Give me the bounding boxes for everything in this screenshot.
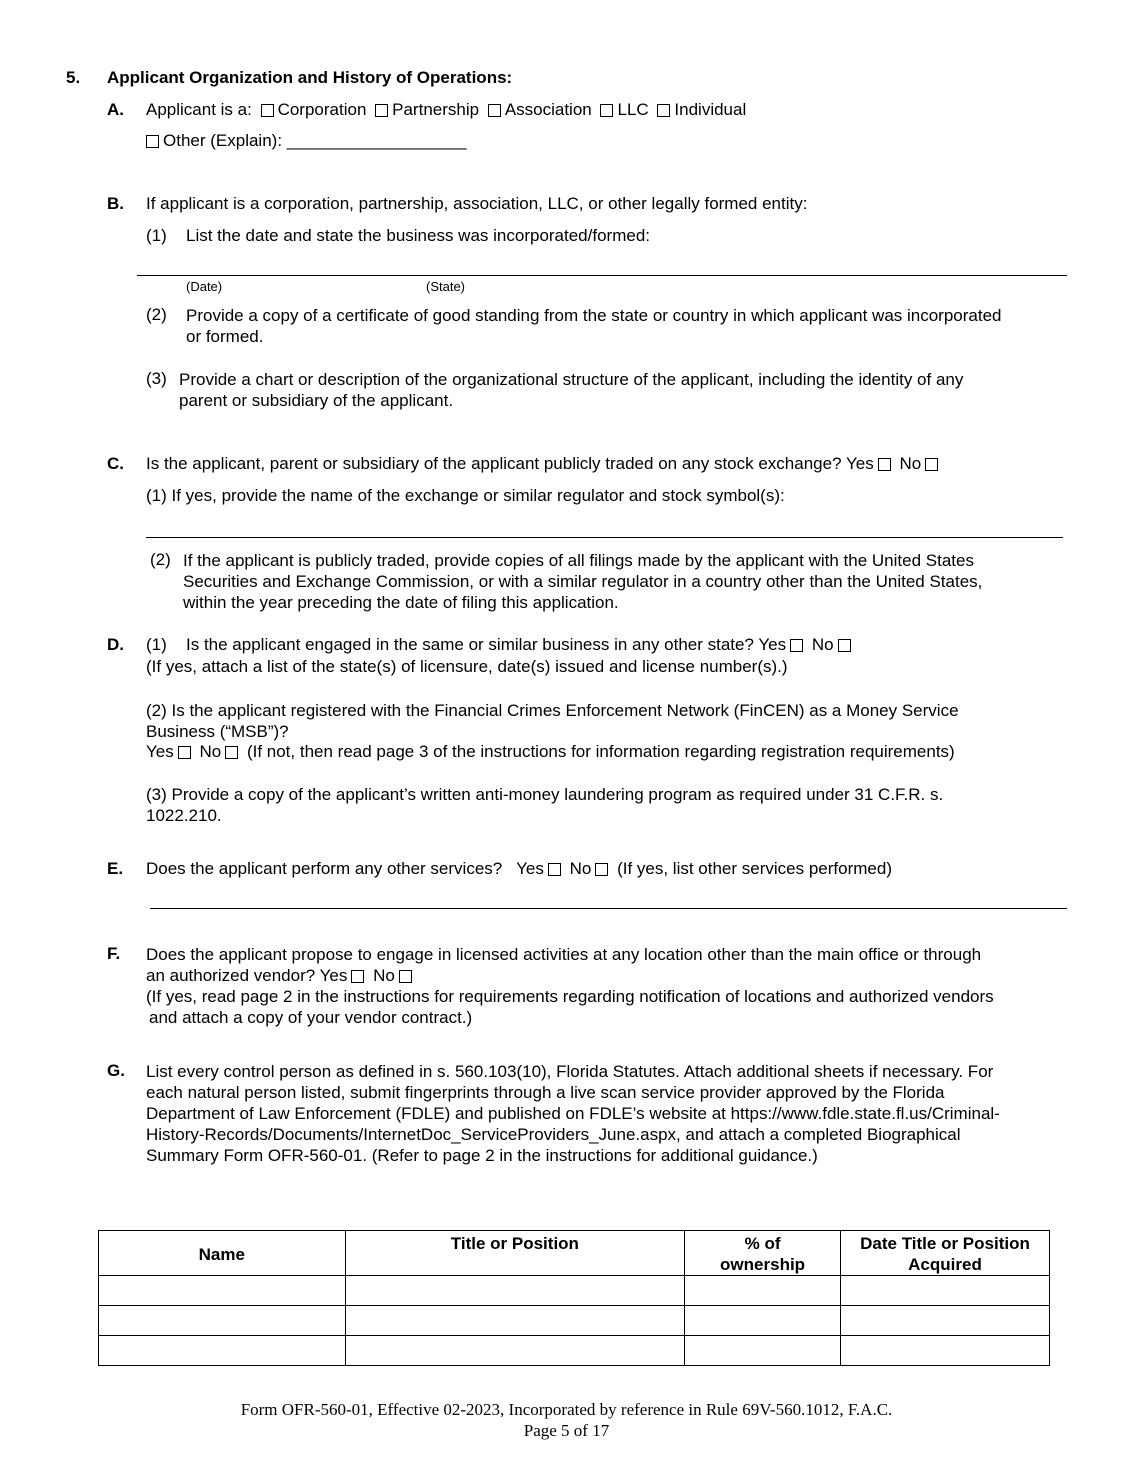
other-explain-line[interactable]: ___________________ <box>286 131 467 150</box>
b3-line1: Provide a chart or description of the organizational structure of the applicant, including the identity of any <box>179 370 964 389</box>
c-no-checkbox[interactable] <box>925 458 938 471</box>
c2-line3: within the year preceding the date of filing this application. <box>183 593 619 612</box>
association-checkbox[interactable] <box>488 104 501 117</box>
name-cell[interactable] <box>99 1336 346 1366</box>
c2-line2: Securities and Exchange Commission, or with a similar regulator in a country other than the United States, <box>183 572 983 591</box>
d2-yes-checkbox[interactable] <box>178 746 191 759</box>
association-label: Association <box>504 100 592 119</box>
d3-text <box>146 784 1079 826</box>
header-ownership-text: % of ownership <box>720 1234 806 1274</box>
b1-text: List the date and state the business was incorporated/formed: <box>186 226 650 245</box>
title-cell[interactable] <box>345 1306 685 1336</box>
item-letter-e: E. <box>107 859 124 878</box>
header-title-position: Title or Position <box>345 1231 685 1276</box>
d3-line2: 1022.210. <box>146 806 222 825</box>
name-cell[interactable] <box>99 1276 346 1306</box>
b2-number: (2) <box>146 305 167 324</box>
f-line2: an authorized vendor? <box>146 966 316 985</box>
b1-number: (1) <box>146 226 167 245</box>
d1-note: (If yes, attach a list of the state(s) of licensure, date(s) issued and license number(s).) <box>146 657 788 676</box>
d1-yes-label: Yes <box>758 635 787 654</box>
c2-line1: If the applicant is publicly traded, provide copies of all filings made by the applicant with the United States <box>183 551 974 570</box>
title-cell[interactable] <box>345 1276 685 1306</box>
d3-line1: (3) Provide a copy of the applicant’s written anti-money laundering program as required under 31 C.F.R. s. <box>146 785 944 804</box>
f-line1: Does the applicant propose to engage in licensed activities at any location other than the main office or through <box>146 945 982 964</box>
header-ownership <box>685 1231 841 1276</box>
control-person-table <box>98 1230 1050 1366</box>
b3-text <box>179 369 1079 411</box>
corporation-checkbox[interactable] <box>261 104 274 117</box>
d2-answer-row <box>146 742 955 762</box>
c-yes-checkbox[interactable] <box>878 458 891 471</box>
section-number: 5. <box>66 68 81 87</box>
d1-question-row <box>186 635 855 655</box>
other-checkbox[interactable] <box>146 135 159 148</box>
individual-label: Individual <box>674 100 747 119</box>
item-letter-d: D. <box>107 635 124 654</box>
d2-line2: Business (“MSB”)? <box>146 722 289 741</box>
ownership-cell[interactable] <box>685 1336 841 1366</box>
table-header-row <box>99 1231 1050 1276</box>
f-no-label: No <box>373 966 395 985</box>
b2-line1: Provide a copy of a certificate of good standing from the state or country in which applicant was incorporated <box>186 306 1002 325</box>
c-yes-label: Yes <box>845 454 874 473</box>
llc-checkbox[interactable] <box>600 104 613 117</box>
c2-number: (2) <box>150 550 171 569</box>
f-note-line2: and attach a copy of your vendor contract.) <box>149 1008 473 1027</box>
g-text <box>146 1061 1079 1166</box>
llc-label: LLC <box>617 100 649 119</box>
table-row <box>99 1306 1050 1336</box>
date-cell[interactable] <box>841 1276 1050 1306</box>
date-cell[interactable] <box>841 1306 1050 1336</box>
applicant-type-prompt: Applicant is a: <box>146 100 252 119</box>
b2-line2: or formed. <box>186 327 264 346</box>
b2-text <box>186 305 1079 347</box>
d2-no-checkbox[interactable] <box>225 746 238 759</box>
f-no-checkbox[interactable] <box>399 970 412 983</box>
partnership-checkbox[interactable] <box>375 104 388 117</box>
ownership-cell[interactable] <box>685 1276 841 1306</box>
e-note: (If yes, list other services performed) <box>617 859 892 878</box>
g-line3: Department of Law Enforcement (FDLE) and published on FDLE’s website at https://www.fdle.state.fl.us/Criminal- <box>146 1104 1000 1123</box>
other-services-input-line[interactable] <box>150 908 1067 909</box>
footer-page-number: Page 5 of 17 <box>523 1421 610 1440</box>
g-line4: History-Records/Documents/InternetDoc_ServiceProviders_June.aspx, and attach a completed Biographical <box>146 1125 961 1144</box>
other-label: Other (Explain): <box>163 131 283 150</box>
c1-text: (1) If yes, provide the name of the exchange or similar regulator and stock symbol(s): <box>146 486 785 505</box>
e-yes-checkbox[interactable] <box>548 863 561 876</box>
f-yes-label: Yes <box>319 966 348 985</box>
b3-line2: parent or subsidiary of the applicant. <box>179 391 454 410</box>
e-question-text: Does the applicant perform any other services? <box>146 859 503 878</box>
c-question-text: Is the applicant, parent or subsidiary of the applicant publicly traded on any stock exchange? <box>146 454 842 473</box>
c2-text <box>183 550 1079 613</box>
g-line1: List every control person as defined in s. 560.103(10), Florida Statutes. Attach additional sheets if necessary. For <box>146 1062 994 1081</box>
corporation-label: Corporation <box>277 100 367 119</box>
g-line2: each natural person listed, submit fingerprints through a live scan service provider approved by the Florida <box>146 1083 945 1102</box>
e-no-checkbox[interactable] <box>595 863 608 876</box>
date-cell[interactable] <box>841 1336 1050 1366</box>
item-letter-c: C. <box>107 454 124 473</box>
e-no-label: No <box>569 859 592 878</box>
d2-note: (If not, then read page 3 of the instructions for information regarding registration requirements) <box>246 742 955 761</box>
item-letter-f: F. <box>107 944 121 963</box>
other-row <box>142 131 466 151</box>
d2-text <box>146 700 1079 742</box>
f-text <box>146 944 1079 1028</box>
f-note-line1: (If yes, read page 2 in the instructions for requirements regarding notification of locations and authorized vendors <box>146 987 994 1006</box>
b3-number: (3) <box>146 369 167 388</box>
item-letter-g: G. <box>107 1061 125 1080</box>
d2-no-label: No <box>199 742 222 761</box>
date-state-input-line[interactable] <box>137 275 1067 276</box>
d1-number: (1) <box>146 635 167 654</box>
d1-yes-checkbox[interactable] <box>790 639 803 652</box>
section-title: Applicant Organization and History of Operations: <box>107 68 513 87</box>
footer-form-reference: Form OFR-560-01, Effective 02-2023, Incorporated by reference in Rule 69V-560.1012, F.A.C. <box>240 1400 893 1419</box>
name-cell[interactable] <box>99 1306 346 1336</box>
d1-no-checkbox[interactable] <box>838 639 851 652</box>
applicant-type-row <box>146 100 746 120</box>
partnership-label: Partnership <box>392 100 480 119</box>
ownership-cell[interactable] <box>685 1306 841 1336</box>
header-name: Name <box>99 1231 346 1276</box>
date-label: (Date) <box>186 279 223 294</box>
item-letter-b: B. <box>107 194 124 213</box>
c-question-row <box>146 454 942 474</box>
d2-yes-label: Yes <box>146 742 174 761</box>
header-date-acquired <box>841 1231 1050 1276</box>
individual-checkbox[interactable] <box>657 104 670 117</box>
d2-line1: (2) Is the applicant registered with the Financial Crimes Enforcement Network (FinCEN) as a Money Service <box>146 701 959 720</box>
exchange-input-line[interactable] <box>146 537 1063 538</box>
header-date-acquired-text: Date Title or Position Acquired <box>860 1234 1030 1274</box>
item-letter-a: A. <box>107 100 124 119</box>
state-label: (State) <box>426 279 466 294</box>
table-row <box>99 1276 1050 1306</box>
title-cell[interactable] <box>345 1336 685 1366</box>
f-yes-checkbox[interactable] <box>351 970 364 983</box>
e-question-row <box>146 859 892 879</box>
g-line5: Summary Form OFR-560-01. (Refer to page 2 in the instructions for additional guidance.) <box>146 1146 818 1165</box>
d1-question-text: Is the applicant engaged in the same or similar business in any other state? <box>186 635 754 654</box>
b-intro-text: If applicant is a corporation, partnership, association, LLC, or other legally formed entity: <box>146 194 808 213</box>
d1-no-label: No <box>811 635 834 654</box>
table-row <box>99 1336 1050 1366</box>
c-no-label: No <box>899 454 922 473</box>
e-yes-label: Yes <box>516 859 544 878</box>
